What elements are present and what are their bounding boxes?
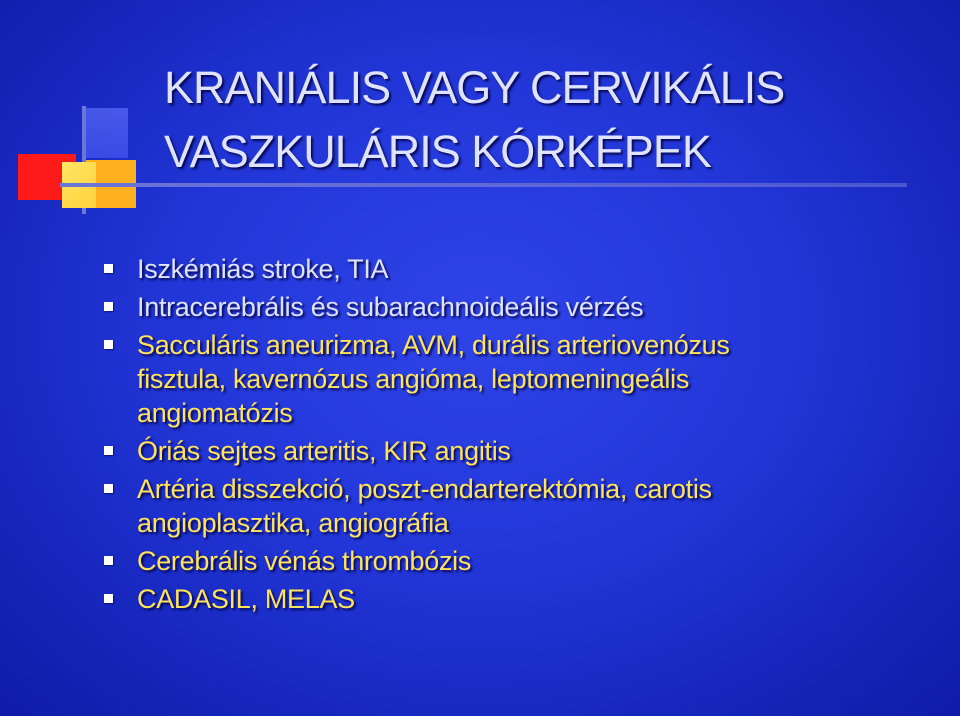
slide-title-line: KRANIÁLIS VAGY CERVIKÁLIS <box>164 62 785 113</box>
bullet-line: Iszkémiás stroke, TIA <box>137 254 389 284</box>
bullet-text <box>137 582 934 616</box>
bullet-text <box>137 434 934 468</box>
square-bullet-icon <box>104 484 113 493</box>
bullet-item <box>104 252 934 286</box>
square-bullet-icon <box>104 556 113 565</box>
bullet-text <box>137 544 934 578</box>
square-bullet-icon <box>104 264 113 273</box>
square-bullet-icon <box>104 302 113 311</box>
bullet-item <box>104 434 934 468</box>
bullet-list <box>104 252 934 620</box>
bullet-line: fisztula, kavernózus angióma, leptomeningeális <box>137 364 690 394</box>
decorative-blue-square <box>86 108 128 158</box>
bullet-text <box>137 472 934 540</box>
square-bullet-icon <box>104 340 113 349</box>
bullet-item <box>104 328 934 430</box>
bullet-line: CADASIL, MELAS <box>137 584 355 614</box>
bullet-text <box>137 328 934 430</box>
bullet-item <box>104 290 934 324</box>
bullet-line: Cerebrális vénás thrombózis <box>137 546 472 576</box>
bullet-item <box>104 544 934 578</box>
bullet-item <box>104 582 934 616</box>
bullet-text <box>137 290 934 324</box>
square-bullet-icon <box>104 446 113 455</box>
slide-title-line: VASZKULÁRIS KÓRKÉPEK <box>164 126 711 177</box>
bullet-item <box>104 472 934 540</box>
bullet-line: angiomatózis <box>137 398 293 428</box>
bullet-line: Óriás sejtes arteritis, KIR angitis <box>137 436 511 466</box>
slide-title <box>164 56 944 184</box>
bullet-line: Intracerebrális és subarachnoideális vérzés <box>137 292 644 322</box>
bullet-line: angioplasztika, angiográfia <box>137 508 449 538</box>
bullet-text <box>137 252 934 286</box>
bullet-line: Sacculáris aneurizma, AVM, durális arteriovenózus <box>137 330 730 360</box>
bullet-line: Artéria disszekció, poszt-endarterektómia, carotis <box>137 474 712 504</box>
square-bullet-icon <box>104 594 113 603</box>
